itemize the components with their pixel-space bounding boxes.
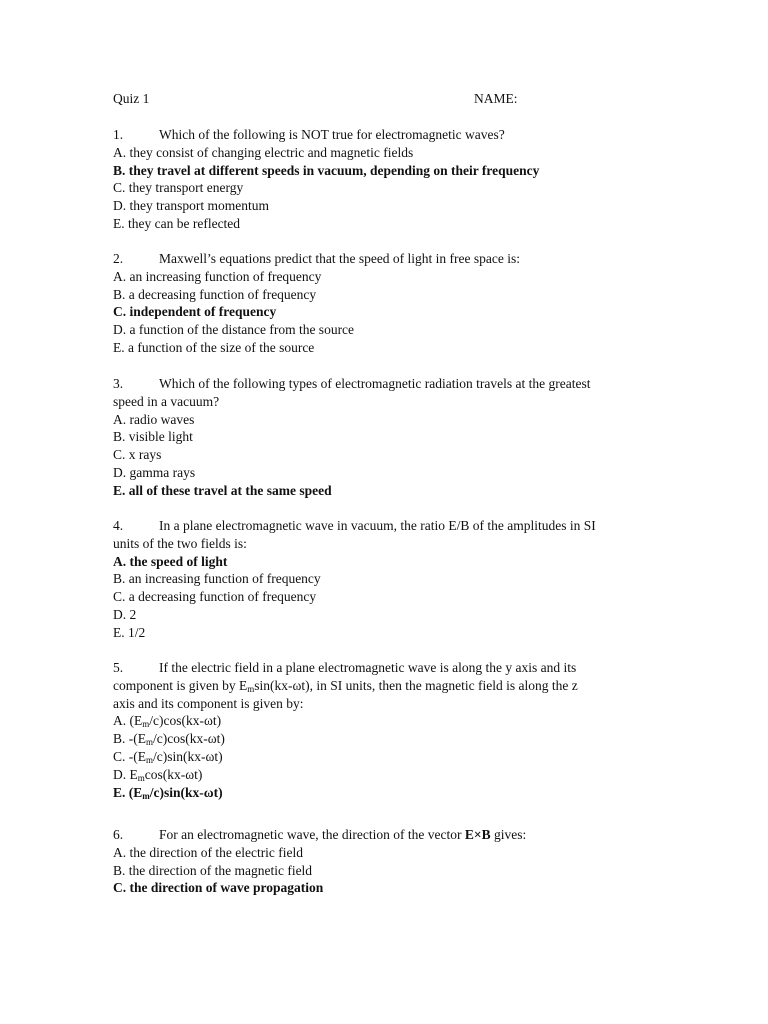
answer-option-correct [113, 784, 653, 802]
answer-option-text: B. -(E [113, 731, 146, 747]
answer-option: E. 1/2 [113, 624, 146, 640]
answer-option: A. radio waves [113, 411, 195, 427]
answer-option: C. x rays [113, 447, 162, 463]
question-stem-text: units of the two fields is: [113, 535, 247, 551]
answer-option-text: /c)cos(kx-ωt) [149, 713, 222, 729]
question-5 [113, 659, 653, 801]
question-stem-line [113, 393, 653, 411]
answer-option: A. the direction of the electric field [113, 844, 304, 860]
name-label: NAME: [474, 91, 518, 106]
subscript: m [247, 683, 255, 694]
answer-option: A. they consist of changing electric and magnetic fields [113, 144, 414, 160]
question-stem-text: Maxwell’s equations predict that the speed of light in free space is: [159, 251, 521, 266]
answer-option: D. a function of the distance from the source [113, 322, 355, 338]
question-number: 4. [113, 518, 124, 533]
answer-option-correct: A. the speed of light [113, 553, 228, 569]
answer-option: D. gamma rays [113, 464, 196, 480]
answer-option: C. a decreasing function of frequency [113, 589, 317, 605]
answer-option-text: /c)sin(kx-ωt) [149, 784, 223, 800]
quiz-title: Quiz 1 [113, 91, 150, 106]
question-2 [113, 250, 653, 357]
question-stem-text: If the electric field in a plane electromagnetic wave is along the y axis and its [159, 660, 577, 675]
answer-option: B. the direction of the magnetic field [113, 862, 313, 878]
answer-option [113, 766, 653, 784]
question-stem-text: For an electromagnetic wave, the direction of the vector [159, 827, 465, 842]
answer-option-text: cos(kx-ωt) [144, 766, 203, 782]
subscript: m [142, 790, 150, 801]
quiz-header [113, 91, 633, 111]
question-stem-line [113, 126, 653, 144]
answer-option [113, 712, 653, 730]
question-stem-text: Which of the following types of electromagnetic radiation travels at the greatest [159, 376, 591, 391]
question-6 [113, 826, 653, 897]
vector-expression: E×B [464, 827, 491, 842]
answer-option: E. a function of the size of the source [113, 339, 315, 355]
answer-option-correct: C. independent of frequency [113, 304, 277, 320]
answer-option-text: E. (E [113, 784, 143, 800]
subscript: m [137, 772, 145, 783]
question-stem-text: axis and its component is given by: [113, 695, 304, 711]
subscript: m [146, 737, 154, 748]
question-stem-line [113, 375, 653, 393]
question-number: 6. [113, 827, 124, 842]
answer-option-text: C. -(E [113, 748, 146, 764]
answer-option [113, 730, 653, 748]
answer-option: D. they transport momentum [113, 198, 269, 214]
question-stem-text: sin(kx-ωt), in SI units, then the magnetic field is along the z [254, 677, 578, 693]
question-number: 3. [113, 376, 124, 391]
question-stem-line [113, 826, 653, 844]
answer-option: D. 2 [113, 606, 137, 622]
question-3 [113, 375, 653, 500]
question-stem-line [113, 517, 653, 535]
answer-option: A. an increasing function of frequency [113, 268, 322, 284]
subscript: m [146, 754, 154, 765]
question-number: 2. [113, 251, 124, 266]
answer-option-text: A. (E [113, 713, 143, 729]
answer-option [113, 748, 653, 766]
answer-option: C. they transport energy [113, 180, 244, 196]
answer-option: E. they can be reflected [113, 215, 241, 231]
question-stem-line [113, 695, 653, 713]
question-stem-text: component is given by E [113, 677, 248, 693]
question-number: 5. [113, 660, 124, 675]
answer-option-text: /c)cos(kx-ωt) [153, 731, 225, 747]
question-stem-text: gives: [490, 827, 527, 842]
answer-option: B. a decreasing function of frequency [113, 286, 317, 302]
question-stem-line [113, 250, 653, 268]
answer-option: B. an increasing function of frequency [113, 571, 321, 587]
question-4 [113, 517, 653, 642]
answer-option-correct: C. the direction of wave propagation [113, 880, 324, 896]
question-stem-text: Which of the following is NOT true for electromagnetic waves? [159, 127, 505, 142]
question-stem-line [113, 677, 653, 695]
subscript: m [142, 719, 150, 730]
question-stem-text: speed in a vacuum? [113, 393, 220, 409]
question-stem-line [113, 535, 653, 553]
question-1 [113, 126, 653, 233]
answer-option-text: /c)sin(kx-ωt) [153, 748, 223, 764]
answer-option-text: D. E [113, 766, 138, 782]
question-number: 1. [113, 127, 124, 142]
question-stem-text: In a plane electromagnetic wave in vacuum, the ratio E/B of the amplitudes in SI [159, 518, 596, 533]
answer-option-correct: E. all of these travel at the same speed [113, 482, 332, 498]
answer-option-correct: B. they travel at different speeds in vacuum, depending on their frequency [113, 162, 540, 178]
answer-option: B. visible light [113, 429, 193, 445]
question-stem-line [113, 659, 653, 677]
